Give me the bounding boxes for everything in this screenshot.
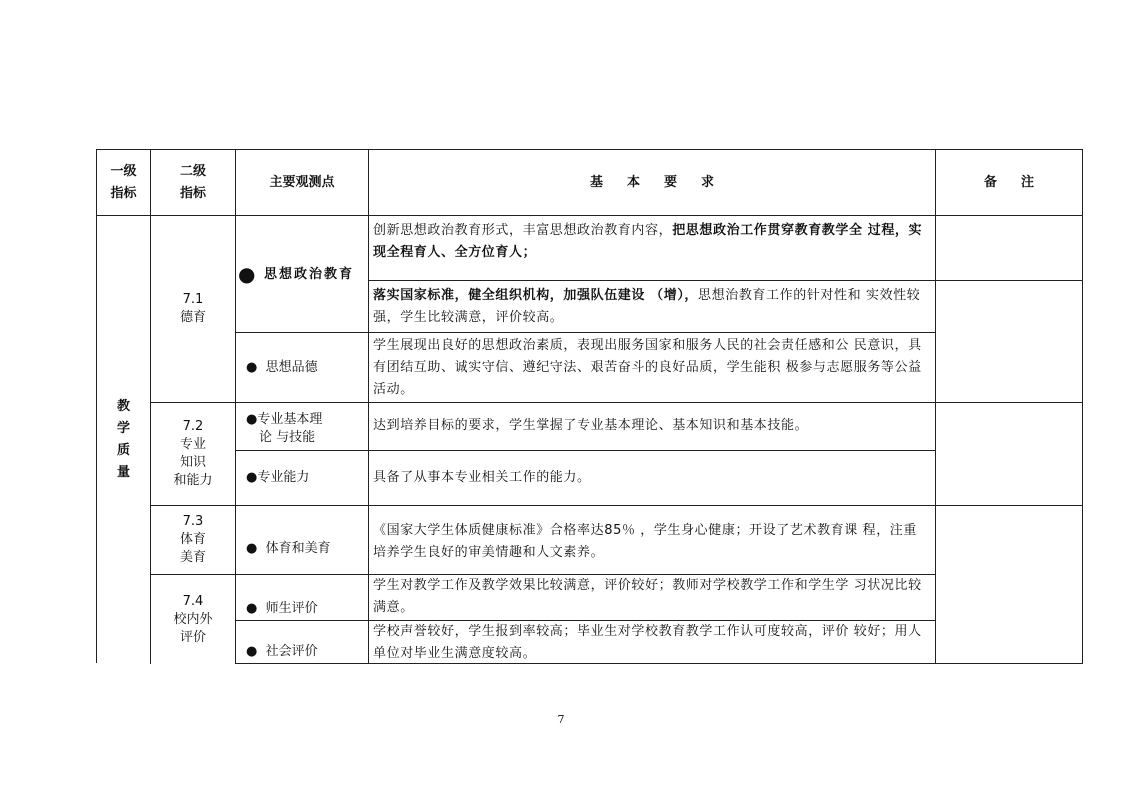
requirement-ideological-2-bold: 落实国家标准，健全组织机构，加强队伍建设 （增）， [373,288,699,303]
bullet-icon: ● [246,644,258,659]
header-level1-label: 一级指标 [110,163,137,201]
observation-professional-theory [235,402,369,451]
requirement-ideological-2 [368,280,936,333]
section-7-3-cell [150,505,236,575]
level1-label: 教学质量 [116,398,130,480]
section-7-2-cell [150,402,236,506]
requirement-ideological-1-bold: 把思想政治工作贯穿教育教学全 过程，实现全程育人、全方位育人； [373,223,923,260]
observation-sports-arts-label: 体育和美育 [265,541,331,556]
section-7-4-code: 7.4 [182,593,204,609]
header-level1 [96,149,151,216]
section-7-2-name-line1: 专业 [179,437,206,452]
section-7-1-name: 德育 [179,310,206,325]
observation-ideological-education [235,215,369,333]
bullet-icon: ● [246,600,258,616]
section-7-2-code: 7.2 [182,419,204,434]
requirement-professional-theory [368,402,936,451]
observation-moral-label: 思想品德 [265,359,318,375]
header-level2-line1: 二级 [179,163,206,179]
header-requirements-label: 基本要求 [589,174,738,190]
observation-professional-theory-line1: 专业基本理 [257,412,323,427]
bullet-icon: ● [246,412,258,427]
observation-professional-theory-line2: 论 与技能 [259,430,316,445]
bullet-icon: ● [238,262,258,286]
requirement-professional-theory-text: 达到培养目标的要求，学生掌握了专业基本理论、基本知识和基本技能。 [373,418,809,433]
bullet-icon: ● [246,359,258,375]
section-7-1-cell [150,215,236,403]
section-7-2-name-line3: 和能力 [173,473,213,488]
requirement-sports-arts-text: 《国家大学生体质健康标准》合格率达85％ ，学生身心健康；开设了艺术教育课 程，注重培养学生良好的审美情趣和人文素养。 [373,523,918,560]
observation-professional-ability-label: 专业能力 [257,470,310,485]
observation-ideological-label: 思想政治教育 [263,267,354,282]
remarks-7-2 [935,402,1083,506]
section-7-4-cell [150,574,236,664]
requirement-moral-text: 学生展现出良好的思想政治素质，表现出服务国家和服务人民的社会责任感和公 民意识，具有团结互助、诚实守信、遵纪守法、艰苦奋斗的良好品质，学生能积 极参与志愿服务等公益活动。 [373,338,922,397]
requirement-ideological-2-plain: 思想治教育工作的针对性和 实效性较强，学生比较满意，评价较高。 [373,288,921,325]
observation-teacher-student-label: 师生评价 [265,600,318,616]
bullet-icon: ● [246,541,258,556]
section-7-3-name-line1: 体育 [179,532,206,547]
header-requirements [368,149,936,216]
observation-social-evaluation [235,620,369,664]
remarks-7-1-a [935,215,1083,281]
section-7-2-name-line2: 知识 [179,455,206,470]
requirement-social-text: 学校声誉较好，学生报到率较高；毕业生对学校教育教学工作认可度较高，评价 较好；用人单位对毕业生满意度较高。 [373,624,922,661]
remarks-7-1-b [935,280,1083,403]
header-observation [235,149,369,216]
observation-professional-ability [235,450,369,506]
observation-teacher-student-evaluation [235,574,369,621]
requirement-ideological-1 [368,215,936,281]
level1-cell [96,215,151,663]
remarks-7-3-7-4 [935,505,1083,664]
header-remarks-label: 备注 [983,174,1058,190]
requirement-teacher-student-evaluation [368,574,936,621]
requirement-ideological-1-plain: 创新思想政治教育形式，丰富思想政治教育内容， [373,223,673,238]
requirement-professional-ability [368,450,936,506]
requirement-teacher-student-text: 学生对教学工作及教学效果比较满意，评价较好；教师对学校教学工作和学生学 习状况比较满意。 [373,578,922,615]
page-number: 7 [557,713,565,726]
header-remarks [935,149,1083,216]
requirement-moral-character [368,332,936,403]
bullet-icon: ● [246,470,258,485]
section-7-4-name-line2: 评价 [179,629,206,645]
section-7-1-code: 7.1 [182,292,204,307]
observation-social-label: 社会评价 [265,644,318,659]
header-observation-label: 主要观测点 [269,174,335,190]
section-7-3-name-line2: 美育 [179,550,206,565]
observation-sports-arts [235,505,369,575]
header-level2-line2: 指标 [179,185,206,201]
requirement-professional-ability-text: 具备了从事本专业相关工作的能力。 [373,470,591,485]
observation-moral-character [235,332,369,403]
requirement-sports-arts [368,505,936,575]
section-7-4-name-line1: 校内外 [173,611,213,627]
requirement-social-evaluation [368,620,936,664]
header-level2 [150,149,236,216]
section-7-3-code: 7.3 [182,514,204,529]
